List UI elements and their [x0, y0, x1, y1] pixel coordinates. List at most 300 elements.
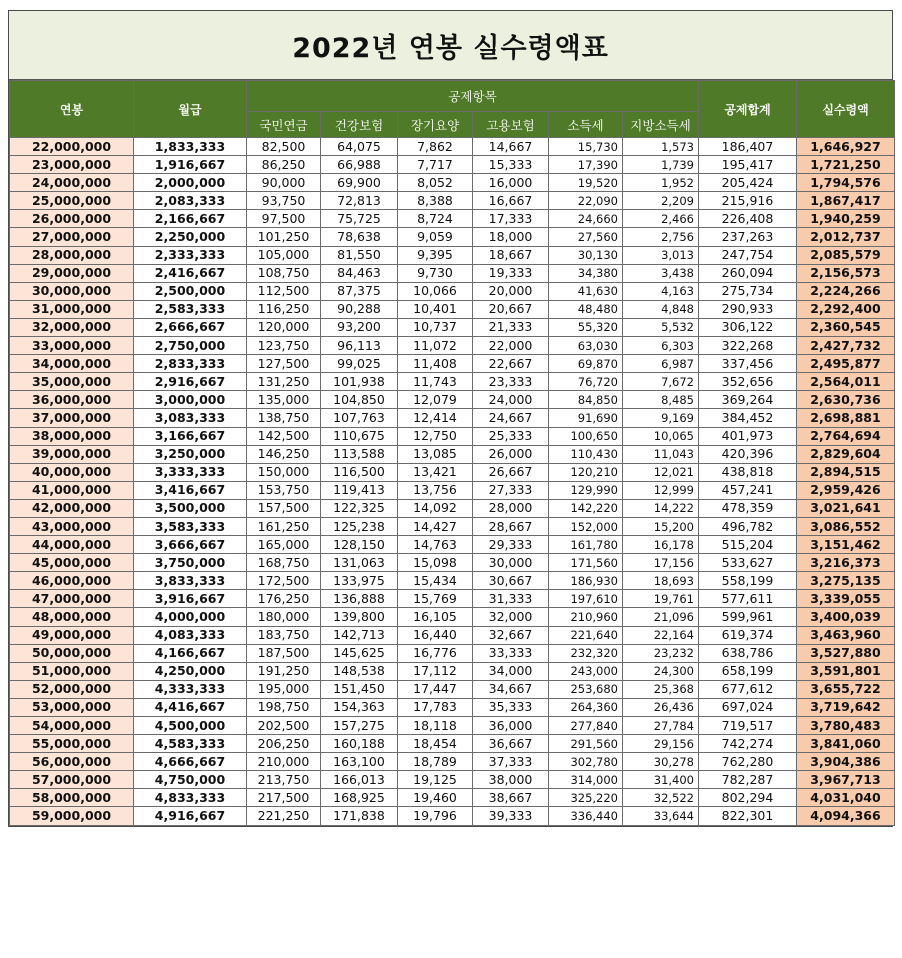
cell-income-tax: 336,440: [549, 807, 623, 825]
cell-employment: 27,333: [473, 481, 549, 499]
cell-longterm: 15,769: [398, 590, 473, 608]
cell-monthly: 3,416,667: [134, 481, 247, 499]
cell-health: 75,725: [321, 210, 398, 228]
table-row: [10, 644, 895, 662]
cell-pension: 180,000: [247, 608, 321, 626]
table-row: [10, 771, 895, 789]
cell-net: 2,894,515: [797, 463, 895, 481]
cell-salary: 56,000,000: [10, 753, 134, 771]
cell-salary: 32,000,000: [10, 318, 134, 336]
table-row: [10, 662, 895, 680]
cell-longterm: 9,395: [398, 246, 473, 264]
cell-pension: 213,750: [247, 771, 321, 789]
cell-health: 119,413: [321, 481, 398, 499]
table-body: [10, 138, 895, 826]
cell-health: 104,850: [321, 391, 398, 409]
cell-net: 2,292,400: [797, 300, 895, 318]
cell-longterm: 19,796: [398, 807, 473, 825]
cell-local-tax: 3,013: [623, 246, 699, 264]
cell-health: 136,888: [321, 590, 398, 608]
cell-salary: 59,000,000: [10, 807, 134, 825]
cell-income-tax: 30,130: [549, 246, 623, 264]
cell-health: 99,025: [321, 355, 398, 373]
cell-employment: 38,667: [473, 789, 549, 807]
cell-health: 107,763: [321, 409, 398, 427]
cell-income-tax: 171,560: [549, 554, 623, 572]
cell-net: 3,216,373: [797, 554, 895, 572]
cell-longterm: 16,105: [398, 608, 473, 626]
cell-total: 677,612: [699, 680, 797, 698]
table-header: [10, 81, 895, 138]
cell-net: 1,646,927: [797, 138, 895, 156]
cell-local-tax: 12,021: [623, 463, 699, 481]
cell-pension: 172,500: [247, 572, 321, 590]
cell-employment: 14,667: [473, 138, 549, 156]
cell-health: 116,500: [321, 463, 398, 481]
cell-income-tax: 110,430: [549, 445, 623, 463]
cell-pension: 161,250: [247, 517, 321, 535]
cell-income-tax: 22,090: [549, 192, 623, 210]
cell-health: 81,550: [321, 246, 398, 264]
cell-net: 1,794,576: [797, 174, 895, 192]
cell-net: 3,339,055: [797, 590, 895, 608]
cell-employment: 31,333: [473, 590, 549, 608]
cell-health: 157,275: [321, 717, 398, 735]
cell-local-tax: 32,522: [623, 789, 699, 807]
cell-net: 3,275,135: [797, 572, 895, 590]
cell-net: 2,495,877: [797, 355, 895, 373]
cell-local-tax: 24,300: [623, 662, 699, 680]
cell-total: 337,456: [699, 355, 797, 373]
cell-income-tax: 15,730: [549, 138, 623, 156]
cell-pension: 165,000: [247, 536, 321, 554]
cell-income-tax: 264,360: [549, 698, 623, 716]
table-row: [10, 391, 895, 409]
cell-net: 3,591,801: [797, 662, 895, 680]
cell-monthly: 4,750,000: [134, 771, 247, 789]
cell-net: 2,698,881: [797, 409, 895, 427]
cell-salary: 22,000,000: [10, 138, 134, 156]
cell-longterm: 12,414: [398, 409, 473, 427]
cell-total: 697,024: [699, 698, 797, 716]
cell-total: 496,782: [699, 517, 797, 535]
cell-health: 93,200: [321, 318, 398, 336]
cell-employment: 32,667: [473, 626, 549, 644]
cell-employment: 21,333: [473, 318, 549, 336]
cell-local-tax: 3,438: [623, 264, 699, 282]
cell-health: 84,463: [321, 264, 398, 282]
header-income-tax: 소득세: [549, 112, 623, 138]
cell-salary: 45,000,000: [10, 554, 134, 572]
cell-total: 619,374: [699, 626, 797, 644]
cell-monthly: 2,166,667: [134, 210, 247, 228]
cell-net: 2,156,573: [797, 264, 895, 282]
cell-total: 457,241: [699, 481, 797, 499]
cell-health: 139,800: [321, 608, 398, 626]
cell-salary: 29,000,000: [10, 264, 134, 282]
cell-health: 166,013: [321, 771, 398, 789]
cell-salary: 42,000,000: [10, 499, 134, 517]
table-row: [10, 463, 895, 481]
cell-net: 2,764,694: [797, 427, 895, 445]
cell-monthly: 4,916,667: [134, 807, 247, 825]
cell-employment: 19,333: [473, 264, 549, 282]
cell-salary: 31,000,000: [10, 300, 134, 318]
cell-employment: 33,333: [473, 644, 549, 662]
cell-monthly: 3,000,000: [134, 391, 247, 409]
cell-net: 3,527,880: [797, 644, 895, 662]
cell-health: 113,588: [321, 445, 398, 463]
cell-income-tax: 48,480: [549, 300, 623, 318]
cell-monthly: 3,166,667: [134, 427, 247, 445]
cell-income-tax: 63,030: [549, 337, 623, 355]
cell-income-tax: 34,380: [549, 264, 623, 282]
cell-net: 3,841,060: [797, 735, 895, 753]
cell-employment: 20,000: [473, 282, 549, 300]
cell-local-tax: 29,156: [623, 735, 699, 753]
cell-pension: 138,750: [247, 409, 321, 427]
cell-longterm: 9,730: [398, 264, 473, 282]
cell-total: 369,264: [699, 391, 797, 409]
cell-income-tax: 243,000: [549, 662, 623, 680]
cell-pension: 146,250: [247, 445, 321, 463]
cell-longterm: 11,408: [398, 355, 473, 373]
cell-health: 78,638: [321, 228, 398, 246]
table-row: [10, 318, 895, 336]
cell-employment: 32,000: [473, 608, 549, 626]
cell-income-tax: 314,000: [549, 771, 623, 789]
cell-salary: 41,000,000: [10, 481, 134, 499]
cell-employment: 30,000: [473, 554, 549, 572]
cell-pension: 142,500: [247, 427, 321, 445]
cell-local-tax: 2,466: [623, 210, 699, 228]
cell-pension: 131,250: [247, 373, 321, 391]
cell-net: 3,904,386: [797, 753, 895, 771]
cell-employment: 38,000: [473, 771, 549, 789]
cell-salary: 33,000,000: [10, 337, 134, 355]
cell-employment: 22,000: [473, 337, 549, 355]
cell-total: 822,301: [699, 807, 797, 825]
cell-total: 577,611: [699, 590, 797, 608]
cell-employment: 37,333: [473, 753, 549, 771]
cell-pension: 217,500: [247, 789, 321, 807]
salary-table: [9, 80, 895, 826]
cell-salary: 50,000,000: [10, 644, 134, 662]
cell-local-tax: 14,222: [623, 499, 699, 517]
table-row: [10, 626, 895, 644]
cell-total: 658,199: [699, 662, 797, 680]
header-deduction-group: 공제항목: [247, 81, 699, 112]
cell-local-tax: 33,644: [623, 807, 699, 825]
cell-salary: 44,000,000: [10, 536, 134, 554]
cell-pension: 112,500: [247, 282, 321, 300]
cell-longterm: 17,112: [398, 662, 473, 680]
table-row: [10, 536, 895, 554]
cell-pension: 105,000: [247, 246, 321, 264]
cell-monthly: 3,583,333: [134, 517, 247, 535]
cell-monthly: 3,250,000: [134, 445, 247, 463]
cell-net: 1,867,417: [797, 192, 895, 210]
cell-pension: 90,000: [247, 174, 321, 192]
cell-monthly: 2,583,333: [134, 300, 247, 318]
header-salary: 연봉: [10, 81, 134, 138]
cell-total: 195,417: [699, 156, 797, 174]
cell-longterm: 18,789: [398, 753, 473, 771]
table-row: [10, 554, 895, 572]
cell-total: 478,359: [699, 499, 797, 517]
cell-longterm: 12,750: [398, 427, 473, 445]
cell-local-tax: 18,693: [623, 572, 699, 590]
cell-net: 3,967,713: [797, 771, 895, 789]
cell-salary: 54,000,000: [10, 717, 134, 735]
cell-income-tax: 142,220: [549, 499, 623, 517]
cell-local-tax: 19,761: [623, 590, 699, 608]
cell-longterm: 12,079: [398, 391, 473, 409]
cell-local-tax: 4,163: [623, 282, 699, 300]
cell-health: 122,325: [321, 499, 398, 517]
cell-employment: 35,333: [473, 698, 549, 716]
cell-salary: 48,000,000: [10, 608, 134, 626]
cell-total: 306,122: [699, 318, 797, 336]
cell-monthly: 1,833,333: [134, 138, 247, 156]
cell-income-tax: 41,630: [549, 282, 623, 300]
cell-net: 2,829,604: [797, 445, 895, 463]
cell-employment: 20,667: [473, 300, 549, 318]
salary-table-sheet: [8, 10, 893, 827]
cell-local-tax: 30,278: [623, 753, 699, 771]
cell-net: 2,564,011: [797, 373, 895, 391]
cell-net: 3,780,483: [797, 717, 895, 735]
cell-total: 420,396: [699, 445, 797, 463]
header-net: 실수령액: [797, 81, 895, 138]
cell-income-tax: 210,960: [549, 608, 623, 626]
cell-income-tax: 55,320: [549, 318, 623, 336]
cell-total: 275,734: [699, 282, 797, 300]
cell-net: 2,012,737: [797, 228, 895, 246]
cell-employment: 18,000: [473, 228, 549, 246]
cell-salary: 47,000,000: [10, 590, 134, 608]
cell-salary: 30,000,000: [10, 282, 134, 300]
cell-net: 4,094,366: [797, 807, 895, 825]
cell-employment: 24,667: [473, 409, 549, 427]
cell-longterm: 14,092: [398, 499, 473, 517]
cell-employment: 36,667: [473, 735, 549, 753]
cell-pension: 198,750: [247, 698, 321, 716]
cell-net: 2,959,426: [797, 481, 895, 499]
cell-local-tax: 6,987: [623, 355, 699, 373]
cell-monthly: 4,250,000: [134, 662, 247, 680]
cell-income-tax: 129,990: [549, 481, 623, 499]
cell-monthly: 2,000,000: [134, 174, 247, 192]
cell-pension: 187,500: [247, 644, 321, 662]
table-title: 2022년 연봉 실수령액표: [9, 11, 892, 80]
cell-total: 237,263: [699, 228, 797, 246]
cell-monthly: 4,833,333: [134, 789, 247, 807]
table-row: [10, 807, 895, 825]
cell-longterm: 13,085: [398, 445, 473, 463]
cell-income-tax: 325,220: [549, 789, 623, 807]
cell-monthly: 2,750,000: [134, 337, 247, 355]
cell-pension: 202,500: [247, 717, 321, 735]
cell-local-tax: 1,739: [623, 156, 699, 174]
cell-salary: 46,000,000: [10, 572, 134, 590]
cell-total: 802,294: [699, 789, 797, 807]
table-row: [10, 680, 895, 698]
cell-local-tax: 21,096: [623, 608, 699, 626]
cell-income-tax: 232,320: [549, 644, 623, 662]
cell-employment: 17,333: [473, 210, 549, 228]
cell-health: 110,675: [321, 427, 398, 445]
cell-employment: 15,333: [473, 156, 549, 174]
cell-salary: 58,000,000: [10, 789, 134, 807]
cell-total: 247,754: [699, 246, 797, 264]
cell-total: 260,094: [699, 264, 797, 282]
cell-local-tax: 22,164: [623, 626, 699, 644]
cell-longterm: 10,066: [398, 282, 473, 300]
cell-longterm: 11,743: [398, 373, 473, 391]
cell-local-tax: 31,400: [623, 771, 699, 789]
table-row: [10, 789, 895, 807]
cell-pension: 206,250: [247, 735, 321, 753]
cell-health: 163,100: [321, 753, 398, 771]
cell-local-tax: 7,672: [623, 373, 699, 391]
cell-pension: 116,250: [247, 300, 321, 318]
table-row: [10, 698, 895, 716]
cell-income-tax: 69,870: [549, 355, 623, 373]
header-longterm: 장기요양: [398, 112, 473, 138]
cell-monthly: 3,833,333: [134, 572, 247, 590]
cell-salary: 25,000,000: [10, 192, 134, 210]
cell-monthly: 4,500,000: [134, 717, 247, 735]
cell-longterm: 18,118: [398, 717, 473, 735]
cell-longterm: 13,756: [398, 481, 473, 499]
header-total: 공제합계: [699, 81, 797, 138]
cell-pension: 210,000: [247, 753, 321, 771]
cell-longterm: 16,440: [398, 626, 473, 644]
cell-pension: 123,750: [247, 337, 321, 355]
cell-employment: 36,000: [473, 717, 549, 735]
cell-total: 762,280: [699, 753, 797, 771]
cell-local-tax: 9,169: [623, 409, 699, 427]
cell-income-tax: 253,680: [549, 680, 623, 698]
cell-local-tax: 11,043: [623, 445, 699, 463]
cell-local-tax: 6,303: [623, 337, 699, 355]
cell-salary: 26,000,000: [10, 210, 134, 228]
cell-longterm: 15,098: [398, 554, 473, 572]
cell-pension: 127,500: [247, 355, 321, 373]
cell-local-tax: 23,232: [623, 644, 699, 662]
cell-pension: 108,750: [247, 264, 321, 282]
header-monthly: 월급: [134, 81, 247, 138]
cell-pension: 153,750: [247, 481, 321, 499]
table-row: [10, 337, 895, 355]
table-row: [10, 192, 895, 210]
cell-employment: 30,667: [473, 572, 549, 590]
cell-income-tax: 161,780: [549, 536, 623, 554]
cell-employment: 28,000: [473, 499, 549, 517]
table-row: [10, 355, 895, 373]
header-pension: 국민연금: [247, 112, 321, 138]
cell-longterm: 18,454: [398, 735, 473, 753]
cell-health: 145,625: [321, 644, 398, 662]
cell-monthly: 2,833,333: [134, 355, 247, 373]
cell-local-tax: 15,200: [623, 517, 699, 535]
cell-health: 90,288: [321, 300, 398, 318]
cell-longterm: 14,763: [398, 536, 473, 554]
cell-salary: 52,000,000: [10, 680, 134, 698]
cell-pension: 183,750: [247, 626, 321, 644]
cell-net: 2,427,732: [797, 337, 895, 355]
cell-salary: 28,000,000: [10, 246, 134, 264]
table-row: [10, 300, 895, 318]
cell-health: 69,900: [321, 174, 398, 192]
cell-pension: 168,750: [247, 554, 321, 572]
cell-income-tax: 76,720: [549, 373, 623, 391]
table-row: [10, 717, 895, 735]
cell-total: 384,452: [699, 409, 797, 427]
cell-health: 171,838: [321, 807, 398, 825]
cell-monthly: 2,666,667: [134, 318, 247, 336]
cell-longterm: 8,724: [398, 210, 473, 228]
cell-health: 96,113: [321, 337, 398, 355]
table-row: [10, 499, 895, 517]
table-row: [10, 210, 895, 228]
cell-employment: 16,000: [473, 174, 549, 192]
cell-income-tax: 302,780: [549, 753, 623, 771]
header-local-tax: 지방소득세: [623, 112, 699, 138]
cell-total: 401,973: [699, 427, 797, 445]
cell-monthly: 4,666,667: [134, 753, 247, 771]
cell-monthly: 2,500,000: [134, 282, 247, 300]
table-row: [10, 608, 895, 626]
cell-longterm: 10,737: [398, 318, 473, 336]
cell-monthly: 4,000,000: [134, 608, 247, 626]
cell-total: 205,424: [699, 174, 797, 192]
cell-net: 3,086,552: [797, 517, 895, 535]
cell-salary: 53,000,000: [10, 698, 134, 716]
cell-net: 3,655,722: [797, 680, 895, 698]
cell-employment: 16,667: [473, 192, 549, 210]
cell-monthly: 4,333,333: [134, 680, 247, 698]
cell-total: 638,786: [699, 644, 797, 662]
cell-net: 3,151,462: [797, 536, 895, 554]
cell-health: 142,713: [321, 626, 398, 644]
cell-net: 2,224,266: [797, 282, 895, 300]
cell-local-tax: 26,436: [623, 698, 699, 716]
cell-local-tax: 8,485: [623, 391, 699, 409]
cell-pension: 97,500: [247, 210, 321, 228]
cell-monthly: 3,750,000: [134, 554, 247, 572]
cell-income-tax: 186,930: [549, 572, 623, 590]
cell-pension: 157,500: [247, 499, 321, 517]
cell-pension: 86,250: [247, 156, 321, 174]
cell-net: 2,360,545: [797, 318, 895, 336]
cell-health: 72,813: [321, 192, 398, 210]
cell-salary: 49,000,000: [10, 626, 134, 644]
cell-longterm: 19,125: [398, 771, 473, 789]
cell-longterm: 8,388: [398, 192, 473, 210]
cell-net: 1,721,250: [797, 156, 895, 174]
cell-monthly: 2,250,000: [134, 228, 247, 246]
cell-local-tax: 4,848: [623, 300, 699, 318]
cell-income-tax: 91,690: [549, 409, 623, 427]
cell-total: 322,268: [699, 337, 797, 355]
cell-pension: 82,500: [247, 138, 321, 156]
cell-income-tax: 221,640: [549, 626, 623, 644]
cell-pension: 176,250: [247, 590, 321, 608]
cell-monthly: 2,083,333: [134, 192, 247, 210]
table-row: [10, 228, 895, 246]
